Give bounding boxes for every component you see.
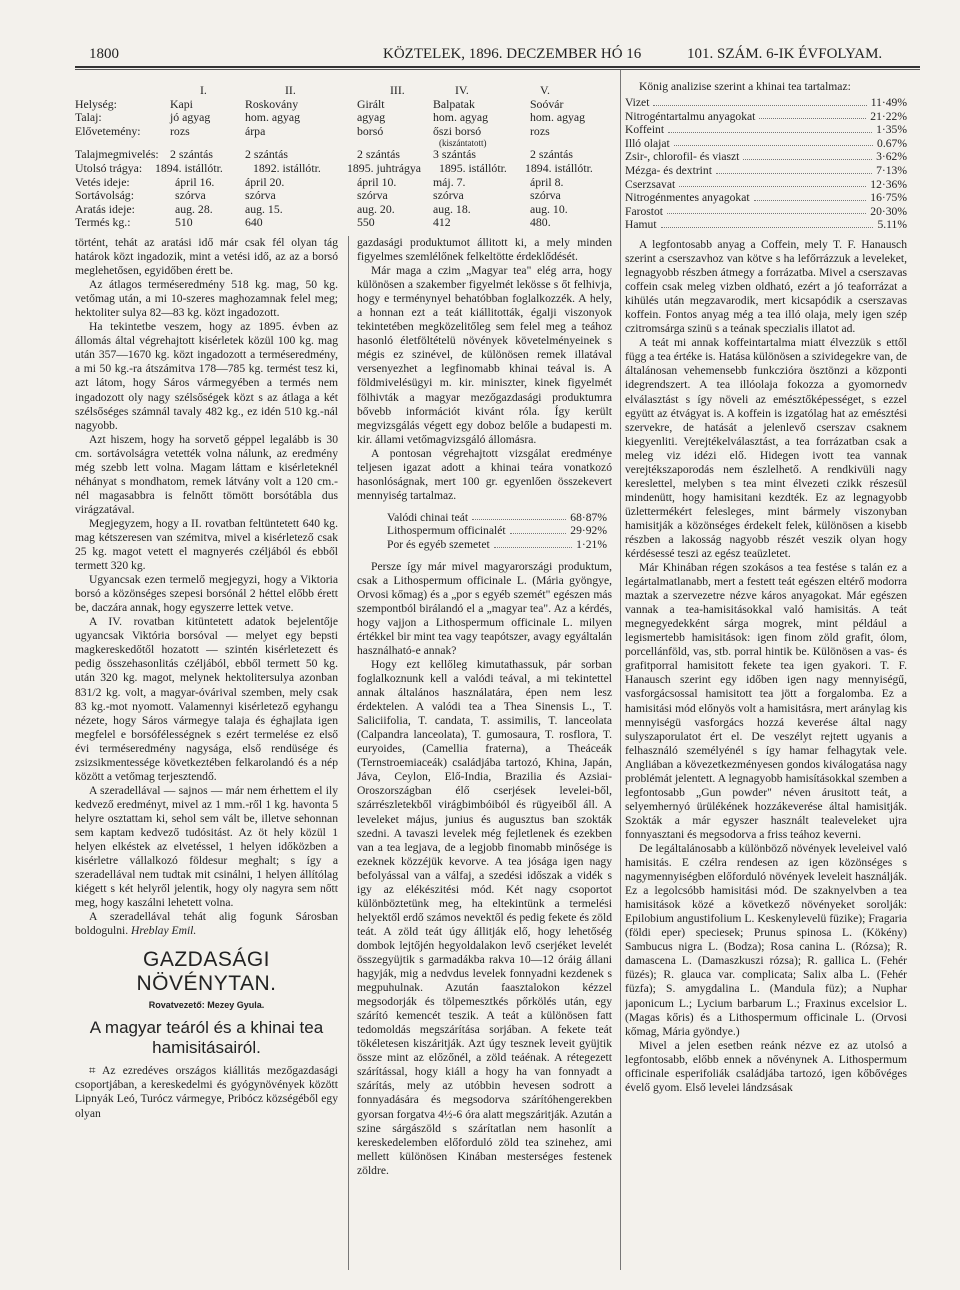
paragraph: A teát mi annak koffeintartalma miatt élvezzük s ettől függ a tea értéke is. Hatása különösen a szividegekre van, de általánosan vehemensebb funkczióra ösztönzi a központi idegrendszert. A tea illóolaja fokozza a gyomornedv elválasztást s így növeli az emésztőképességet, s ezzel együtt az étvágyat is. A koffein is izgatólag hat az emésztési szervekre, de hatását a jelenlevő cserszav csaknem kiegyenliti. Verejtékelválasztást, a tea forrázatban csak a meleg viz idézi elő. Hidegen ivott tea vannak verejtékszaporodás nem észlelhető. A rendkivüli nagy kereslettel, melyben s tea mint élvezeti czikk részesül mindenütt, hogy hamisitani kezdték. Ez az legnagyobb üzlettermékért felesleges, mint bármely viszonyban hamisitják a közönséges érdekelt felek, különösen a kisebb részben a lakosság nagyobb részét veszik olyan hogy kérdésessé teszi az egész teaüzletet. — [625, 336, 907, 561]
tea-analysis-table — [387, 511, 607, 552]
article-title: A magyar teáról és a khinai tea hamisitásairól. — [89, 1018, 324, 1058]
header-rule — [75, 69, 920, 70]
analysis-row: Por és egyéb szemetet 1·21% — [387, 538, 607, 552]
table-row: (kiszántatott) — [439, 138, 487, 149]
publication-title: KÖZTELEK, 1896. DECZEMBER HÓ 16 — [383, 46, 642, 62]
paragraph: Azt hiszem, hogy ha sorvető géppel legalább is 30 cm. sortávolságra vetették volna nálunk, az eredmény még szebb lett volna. Magam láttam e kisérleteknél néhányat s mondhatom, remek látvány volt a 120 cm.-nél magasabbra is felnőtt tömött borsótábla dus virágzatával. — [75, 432, 338, 516]
analysis-row: Zsir-, chlorofil- és viaszt 3·62% — [625, 150, 907, 164]
results-table — [75, 84, 620, 230]
table-row: Talajmegmivelés: 2 szántás 2 szántás 2 szántás 3 szántás 2 szántás — [75, 147, 573, 162]
table-row: Termés kg.: 510 640 550 412 480. — [75, 215, 551, 230]
section-mark: ⌗ — [89, 1064, 103, 1078]
analysis-row: Mézga- és dextrint 7·13% — [625, 164, 907, 178]
right-column — [625, 80, 907, 1276]
paragraph: De legáltalánosabb a különböző növények leveleivel való hamisitás. E czélra rendesen az igen közönséges s nagymennyiségben előforduló növények leveleit használják. Ez a legolcsóbb hamisitási mód. De szaknyelvben a tea hamisitások közé a következő növényeket sorolják: Epilobium angustifolium L. Keskenylevelü füzike); Fragaria (földi eper) speciesek; Prunus spinosa L. (Kökény) Sambucus nigra L. (Bodza); Rosa canina L. (Rózsa); R. damascena L. (Damaszkuszi rózsa); R. gallica L. (Fehér füzés); R. glauca var. complicata; Salix alba L. (Fehér füzfa); S. amygdalina L. (Mandula füz); a Nuphar japonicum L.; Lycium barbarum L.; Fraxinus excelsior L. (Magas kőris) és a Lithospermum officinale L. (Orvosi kőmag, Mária gyöndye.) — [625, 842, 907, 1038]
column-header: II. — [285, 83, 296, 97]
analysis-row: Illó olajat 0.67% — [625, 136, 907, 150]
paragraph: Megjegyzem, hogy a II. rovatban feltüntetett 640 kg. mag kétszeresen van szémitva, mivel a kisérletező csak 25 kg. magot vetett el magnyerés czéljából és ebből termett 320 kg. — [75, 516, 338, 573]
koenig-analysis-table — [625, 96, 907, 232]
table-row: Vetés ideje: ápril 16. ápril 20. ápril 10. máj. 7. ápril 8. — [75, 174, 564, 189]
table-row: Sortávolság: szórva szórva szórva szórva szórva — [75, 188, 561, 203]
table-row: Talaj: jó agyag hom. agyag agyag hom. agyag hom. agyag — [75, 110, 586, 125]
paragraph: gazdasági produktumot állitott ki, a mely minden figyelmes szemlélőnek felkeltötte érdeklődését. — [357, 236, 612, 264]
analysis-row: Cserzsavat 12·36% — [625, 177, 907, 191]
analysis-row: Valódi chinai teát 68·87% — [387, 510, 607, 524]
analysis-row: Hamut 5.11% — [625, 218, 907, 232]
author-signature: Hreblay Emil. — [131, 924, 197, 938]
table-row: Elővetemény: rozs árpa borsó őszi borsó rozs — [75, 123, 550, 138]
paragraph: König analizise szerint a khinai tea tartalmaz: — [639, 80, 851, 93]
page-header — [75, 44, 920, 68]
table-row: Aratás ideje: aug. 28. aug. 15. aug. 20. aug. 18. aug. 10. — [75, 201, 568, 216]
column-header: V. — [540, 83, 550, 97]
paragraph: Már maga a czim „Magyar tea" elég arra, hogy különösen a szakember figyelmét lekösse s őt felhivja, hogy e terménynyel behatóbban foglalkozzék. A hely, a honnan ezt a teát kiállitották, égalji viszonyok tekintetében megközelitőleg sem felel meg a teához hasonló életföltételü növények követelményeinek s mégis ez szinével, de különösen remek illatával versenyezhet a legfinomabb khinai teával is. A földmivelésügyi m. kir. miniszter, kinek figyelmét fölhivták a magyar mezőgazdasági produktumra bővebb információt kivánt róla. Így került megvizsgálás végett egy doboz belőle a budapesti m. kir. állami vetőmagvizsgáló állomásra. — [357, 264, 612, 446]
paragraph: ⌗ Az ezredéves országos kiállitás mezőgazdasági csoportjában, a kereskedelmi és gyógynövények között Lipnyák Leó, Turócz vármegye, Pribócz községéből egy olyan — [75, 1064, 338, 1120]
table-row: Helység: Kapi Roskovány Girált Balpatak Soóvár — [75, 96, 564, 111]
analysis-row: Lithospermum officinalét 29·92% — [387, 524, 607, 538]
left-column — [75, 236, 338, 1276]
paragraph: Mivel a jelen esetben reánk nézve ez az utolsó a legfontosabb, előbb ennek a nővénynek A. Lithospermum officinale esperifoliák családjába tartozó, igen kőbővéges évelő gyom. Első levelei lándzsásak — [625, 1038, 907, 1094]
analysis-row: Koffeint 1·35% — [625, 123, 907, 137]
analysis-row: Vizet 11·49% — [625, 96, 907, 110]
paragraph: Ha tekintetbe veszem, hogy az 1895. évben az állomás által végrehajtott kisérletek közül 100 kg. mag után 357—1670 kg. közt ingadozott a terméseredmény, a mi 50 kg.-ra átszámitva 178—785 kg. termést tesz ki, azt látom, hogy Sáros vármegyében a termés nem ingadozott oly nagy szélsőségek közt s az átlaga a két szélsőséges számnál tavaly 482 kg., ez idén 510 kg.-nál nagyobb. — [75, 320, 338, 432]
paragraph: történt, tehát az aratási idő már csak fél olyan tág határok közt ingadozik, mint a vetési idő, az az a borsó meglehetősen, egyidőben érett be. — [75, 236, 338, 278]
page-number: 1800 — [89, 46, 119, 62]
analysis-row: Nitrogéntartalmu anyagokat 21·22% — [625, 109, 907, 123]
paragraph: A legfontosabb anyag a Coffein, mely T. F. Hanausch szerint a cserszavhoz van kötve s ha lefőrrázzuk a leveleket, legnagyobb részben átmegy a forrázatba. Mivel a cserszavas coffein csak meleg vizben oldható, ezért a jó teaforrázat a kihülés után megzavarodik, mert kicsapódik a cserszavas koffein. Fontos anyag még a tea illó olaja, mely igen szép czitromsárga szinü s a teának speczialis illatot ad. — [625, 237, 907, 336]
issue-number: 101. SZÁM. 6-IK ÉVFOLYAM. — [687, 46, 883, 62]
column-divider-left — [348, 236, 349, 1270]
paragraph: A szeradellával — sajnos — már nem érhettem el ily kedvező eredményt, mivel az 1 mm.-ről 1 kg. havonta 5 helyre osztattam ki, sehol sem vált be, illetve sehonnan sem kaptam kedvező tudósitást. Az öt hely közül 1 helyen elkéstek az elvetéssel, 1 helyen időközben a kisérletre vállalkozó földesur meghalt; s így a szeradellával nem tudtak mit csinálni, 1 helyen állítólag kiégett s két helyről jelentik, hogy oly nagyra sem nőtt meg, hogy kaszálni lehetett volna. — [75, 783, 338, 910]
column-divider-right — [620, 70, 621, 1270]
paragraph: Az átlagos terméseredmény 518 kg. mag, 50 kg. vetőmag után, a mi 10-szeres maghozamnak felel meg; hektoliter sulya 82—83 kg. közt ingadozott. — [75, 278, 338, 320]
paragraph: Ugyancsak ezen termelő megjegyzi, hogy a Viktoria borsó a közönséges szepesi borsónál 2 héttel előbb érett be, daczára annak, hogy egyszerre lettek vetve. — [75, 573, 338, 615]
middle-column — [357, 236, 612, 1276]
column-header: I. — [200, 83, 207, 97]
analysis-row: Farostot 20·30% — [625, 204, 907, 218]
paragraph: Már Khinában régen szokásos a tea festése s talán ez a legártalmatlanabb, mert a festett teát egészen eltérő modorra maztak a szervezetre nézve káros anyagokat. Már egészen vannak a tea-hamisitásokkal való hamisitás. A teát megnegyedekként sárga mogrek, mint például a legismertebb hamisitások: igen finom zöld grafit, ólom, porcellánföld, vas, stb. porral hintik be. Különösen a vas- és grafitporral hamisitott fekete tea igen gyakori. T. F. Hanausch szerint egy időben igen nagy mennyiségű, vasforgácsossal hamisitott tea jött a forgalomba. Ez a hamisitási mód előnyös volt a hamisitásra, mert aránylag kis mennyiségü vasforgács hozzá keverése által nagy sulyszaporulatot ért el. De veszélyt rejtett ugyanis a felhasználó személyénél s így hamar felhagytak vele. Angliában a kövezetkezményesen gondos kiválogatása nagy problémát jelentett. A legnagyobb hamisításokkal szemben a legfontosabb „Gun powder" néven árusitott teát, a selyemhernyó ürülékének hozzákeverése által hamisitják. Szokták a már egyszer használt tealeveleket ujra fonnyasztani és megsodorva a friss teához keverni. — [625, 561, 907, 841]
paragraph: Persze így már mivel magyarországi produktum, csak a Lithospermum officinale L. (Mária gyöngye, Orvosi kőmag) és a „por s egyéb szemét" egészen más szempontból birálandó el a „magyar tea". Az a kérdés, hogy vajjon a Lithospermum officinale L. milyen értékkel bir mint tea vagy teapótszer, avagy egyáltalán használható-e annak? — [357, 559, 612, 657]
section-title: GAZDASÁGI NÖVÉNYTAN. — [136, 948, 277, 996]
paragraph: Hogy ezt kellőleg kimutathassuk, pár sorban foglalkoznunk kell a valódi teával, a mi tekintettel annak általános használatára, épen nem lesz érdektelen. A valódi tea a Thea Sinensis L., T. Saliciifolia, T. candata, T. assimilis, T. lanceolata (Calpandra lanceolata), T. gumosaura, T. rosflora, T. euryoides, (Camellia fraterna), a Theáceák (Ternstroemiaceák) családjába tartozó, Khina, Japán, Jáva, Ceylon, Elő-India, Brazilia és Azsiai-Oroszországban élő cserjések levelei-ből, szárrészletekből virágbimbóiból és rügyeiből áll. A leveleket május, junius és augusztus ban szokták szedni. A tavaszi levelek még fejletlenek és ezekben van a tea legjava, de a legjobb finomabb minősége is ezeknek közzéjük kevorve. A tea jósága igen nagy befolyással van a válfaj, a szedési időszak a vidék s igy az elékészitési mód. Két nagy csoportot különböztetünk meg, ha eltekintünk a termelési helyektől erdő számos nevektől és pedig fekete és zöld teát. A zöld teát úgy állitják elő, hogy lehetőség dombok lejtőjén hegyoldalakon levő cserjéket levelét összegyüjtik s garmadákba rakva 10—12 óráig állani hagyják, mig a nedvdus levelek fonnyadni kezdenek s megpuhulnak. Azután faasztalokon kézzel megsodorják és tölpemesztkés pőrkölés után, egy szárító kemencét teszik. A teát a különösen fatt tedomoldás megszárítása sorjában. A fekete teát tökéletesen kiszáritják. Azt úgy tesznek leveit gyüjtik össze mint az előzőnél, a zöld teáénak. A rétegezett szárítással, hogy kiáll a hogy ha van fonnyadt a szárítás, mely az utóbbin hevesen sodrott a fonnyadására és megsodorva szárítóhengerekben gyorsan forgatva 4½-6 óra alatt megszáritják. Azután a szine sárgászöld s szárítatlan nem hasonlít a kereskedelemben előforduló zöld tea szinehez, ami mellett különösen Kinában mesterséges festenek zöldre. — [357, 658, 612, 1177]
paragraph: A IV. rovatban kitüntetett adatok bejelentője ugyancsak Viktória borsóval — melyet egy bepsti magkereskedőtől hozatott — szintén kisérletezett és pedig összehasonlitás czéljából, ebből termett 50 kg. után 320 kg. magot, melynek hektolitersulya azonban 831/2 kg. volt, a magyar-óvárival szemben, mely csak 83 kg.-mot nyomott. Valamennyi kisérletező egyhangu nézete, hogy Sáros vármegye talaja és éghajlata igen megfelel e borsófélességnek s ezért termelése ez első évi terméseredmény nagysága, első rendüsége és zsizsikmentessége következtében felkarolandó és a nép között a vetőmag terjesztendő. — [75, 615, 338, 783]
paragraph: A szeradellával tehát alig fogunk Sárosban boldogulni. Hreblay Emil. — [75, 910, 338, 938]
table-column-headers — [75, 84, 620, 98]
section-editor: Rovatvezető: Mezey Gyula. — [148, 1000, 265, 1011]
analysis-row: Nitrogénmentes anyagokat 16·75% — [625, 191, 907, 205]
column-header: III. — [390, 83, 405, 97]
column-header: IV. — [455, 83, 469, 97]
table-row: Utolsó trágya: 1894. istállótr. 1892. istállótr. 1895. juhtrágya 1895. istállótr. 1894. istállótr. — [75, 160, 593, 175]
paragraph: A pontosan végrehajtott vizsgálat eredménye teljesen igazat adott a khinai teára vonatkozó hasonlóságnak, mert 100 gr. egyenlően összekevert mennyiség tartalmaz. — [357, 446, 612, 502]
